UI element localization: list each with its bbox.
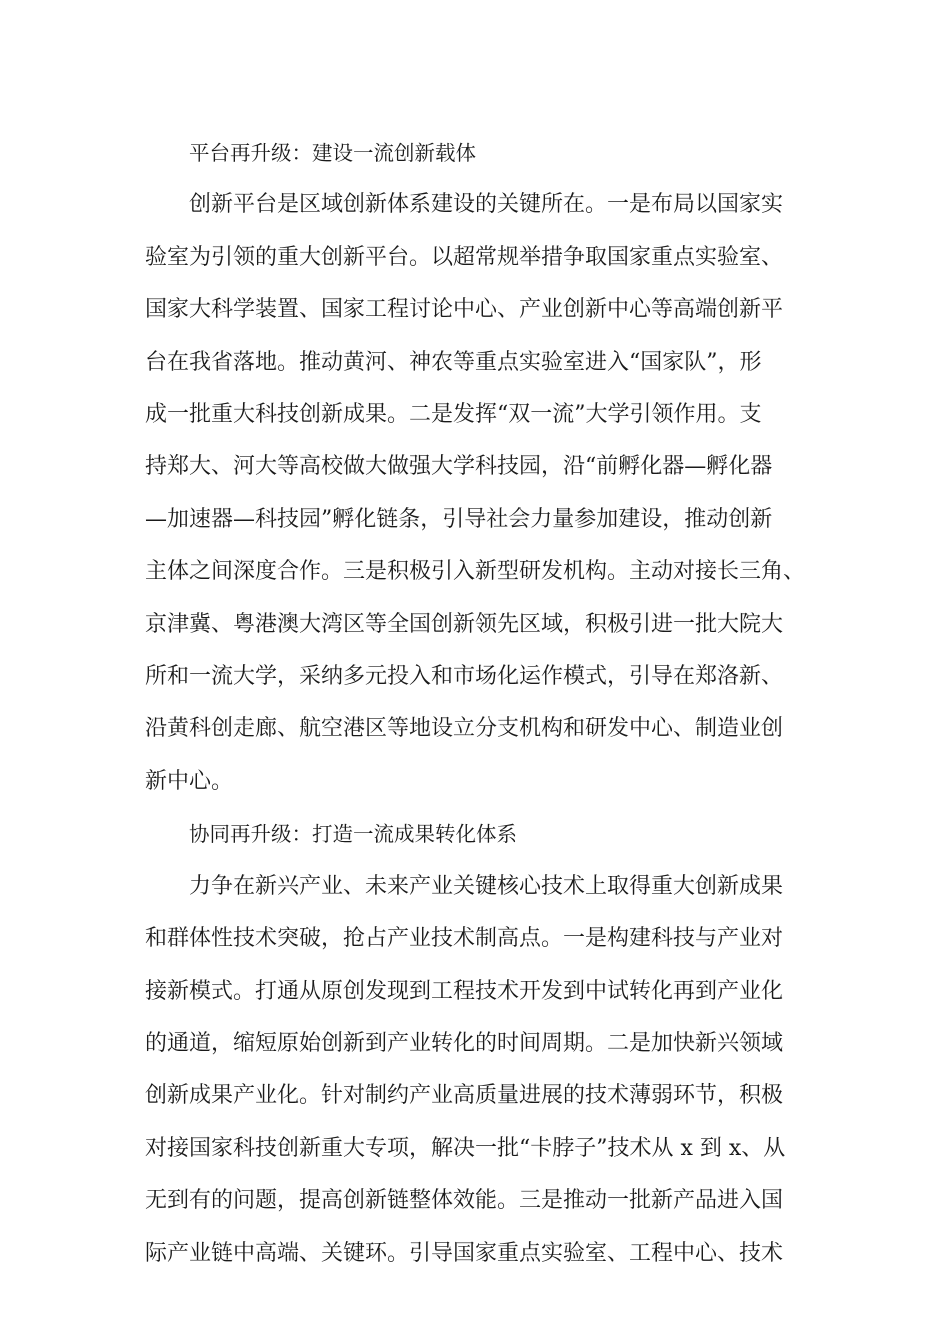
text-line: 沿黄科创走廊、航空港区等地设立分支机构和研发中心、制造业创 xyxy=(145,716,784,742)
text-line: 成一批重大科技创新成果。二是发挥“双一流”大学引领作用。支 xyxy=(145,402,762,428)
text-line: 无到有的问题，提高创新链整体效能。三是推动一批新产品进入国 xyxy=(145,1188,784,1214)
section-heading-collaboration: 协同再升级：打造一流成果转化体系 xyxy=(189,822,517,847)
text-line: 验室为引领的重大创新平台。以超常规举措争取国家重点实验室、 xyxy=(145,244,784,270)
text-line: 所和一流大学，采纳多元投入和市场化运作模式，引导在郑洛新、 xyxy=(145,664,784,690)
text-line: 创新平台是区域创新体系建设的关键所在。一是布局以国家实 xyxy=(189,192,784,218)
text-line: 对接国家科技创新重大专项，解决一批“卡脖子”技术从 x 到 x、从 xyxy=(145,1135,786,1161)
text-line: 京津冀、粤港澳大湾区等全国创新领先区域，积极引进一批大院大 xyxy=(145,611,784,637)
text-line: 创新成果产业化。针对制约产业高质量进展的技术薄弱环节，积极 xyxy=(145,1083,784,1109)
text-line: 主体之间深度合作。三是积极引入新型研发机构。主动对接长三角、 xyxy=(145,559,806,585)
text-line: 力争在新兴产业、未来产业关键核心技术上取得重大创新成果 xyxy=(189,873,784,899)
text-line: —加速器—科技园”孵化链条，引导社会力量参加建设，推动创新 xyxy=(145,506,773,532)
text-line: 和群体性技术突破，抢占产业技术制高点。一是构建科技与产业对 xyxy=(145,926,784,952)
document-body xyxy=(145,127,810,1280)
section-heading-platform: 平台再升级：建设一流创新载体 xyxy=(189,141,476,165)
text-line: 台在我省落地。推动黄河、神农等重点实验室进入“国家队”，形 xyxy=(145,349,762,375)
text-line: 持郑大、河大等高校做大做强大学科技园，沿“前孵化器—孵化器 xyxy=(145,454,773,480)
text-line: 际产业链中高端、关键环。引导国家重点实验室、工程中心、技术 xyxy=(145,1240,784,1266)
section-paragraph-collaboration xyxy=(145,861,810,1280)
text-line: 接新模式。打通从原创发现到工程技术开发到中试转化再到产业化 xyxy=(145,978,784,1004)
text-line: 新中心。 xyxy=(145,768,234,794)
section-paragraph-platform xyxy=(145,179,810,808)
text-line: 的通道，缩短原始创新到产业转化的时间周期。二是加快新兴领域 xyxy=(145,1030,784,1056)
text-line: 国家大科学装置、国家工程讨论中心、产业创新中心等高端创新平 xyxy=(145,297,784,323)
